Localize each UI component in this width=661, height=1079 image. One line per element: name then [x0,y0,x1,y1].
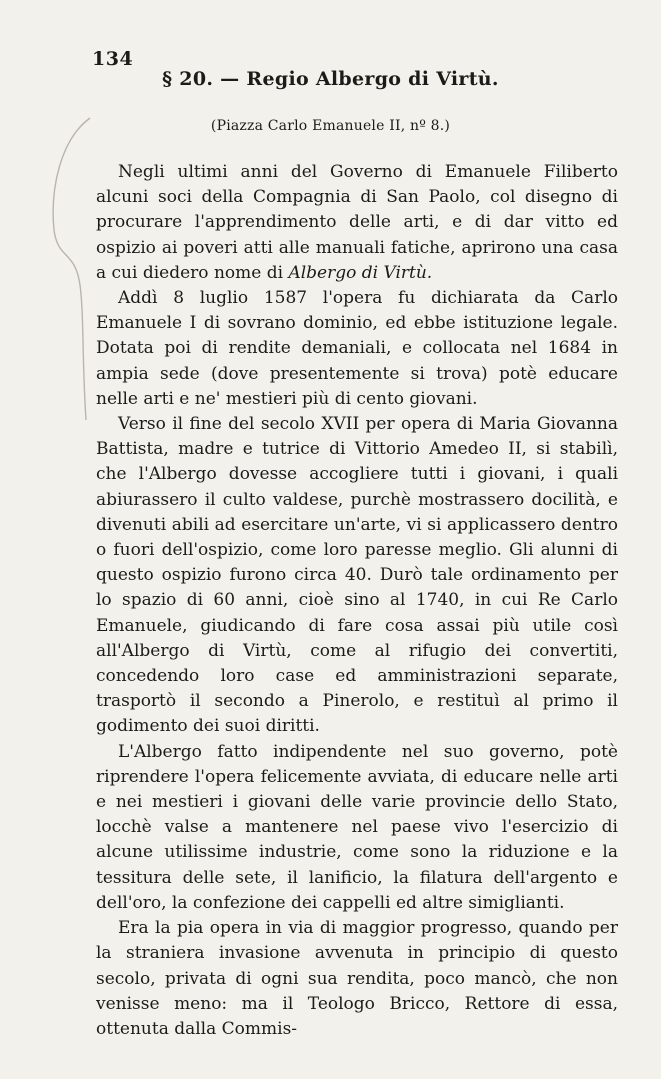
paragraph-italic-text: Albergo di Virtù. [288,262,433,283]
paragraph [96,916,618,1042]
paragraph-text: L'Albergo fatto indipendente nel suo governo, potè riprendere l'opera felicemente avviata, di educare nelle arti e nei mestieri i giovani delle varie provincie dello Stato, locchè valse a mantenere nel paese vivo l'esercizio di alcune utilissime industrie, come sono la riduzione e la tessitura delle sete, il lanificio, la filatura dell'argento e dell'oro, la confezione dei cappelli ed altre simiglianti. [96,741,618,913]
paragraph-text: Era la pia opera in via di maggior progresso, quando per la straniera invasione avvenuta in principio di questo secolo, privata di ogni sua rendita, poco mancò, che non venisse meno: ma il Teologo Bricco, Rettore di essa, ottenuta dalla Commis- [96,918,618,1039]
address-line: (Piazza Carlo Emanuele II, nº 8.) [210,118,451,134]
section-title: § 20. — Regio Albergo di Virtù. [162,68,499,90]
paragraph [96,412,618,740]
paragraph-text: Addì 8 luglio 1587 l'opera fu dichiarata da Carlo Emanuele I di sovrano dominio, ed ebbe istituzione legale. Dotata poi di rendite demaniali, e collocata nel 1684 in ampia sede (dove presentemente si trova) potè educare nelle arti e ne' mestieri più di cento giovani. [96,288,618,409]
paragraph [96,160,618,286]
paragraph [96,740,618,916]
page-stain-mark [20,110,100,430]
paragraph [96,286,618,412]
paragraph-text: Verso il fine del secolo XVII per opera di Maria Giovanna Battista, madre e tutrice di Vittorio Amedeo II, si stabilì, che l'Albergo dovesse accogliere tutti i giovani, i quali abiurassero il culto valdese, purchè mostrassero docilità, e divenuti abili ad esercitare un'arte, vi si applicassero dentro o fuori dell'ospizio, come loro paresse meglio. Gli alunni di questo ospizio furono circa 40. Durò tale ordinamento per lo spazio di 60 anni, cioè sino al 1740, in cui Re Carlo Emanuele, giudicando di fare cosa assai più utile così all'Albergo di Virtù, come al rifugio dei convertiti, concedendo loro case ed amministrazioni separate, trasportò il secondo a Pinerolo, e restituì al primo il godimento dei suoi diritti. [96,414,618,737]
body-text [96,160,618,1042]
paragraph-text: Negli ultimi anni del Governo di Emanuele Filiberto alcuni soci della Compagnia di San Paolo, col disegno di procurare l'apprendimento delle arti, e di dar vitto ed ospizio ai poveri atti alle manuali fatiche, aprirono una casa a cui diedero nome di [96,162,618,283]
page-number: 134 [92,48,134,70]
